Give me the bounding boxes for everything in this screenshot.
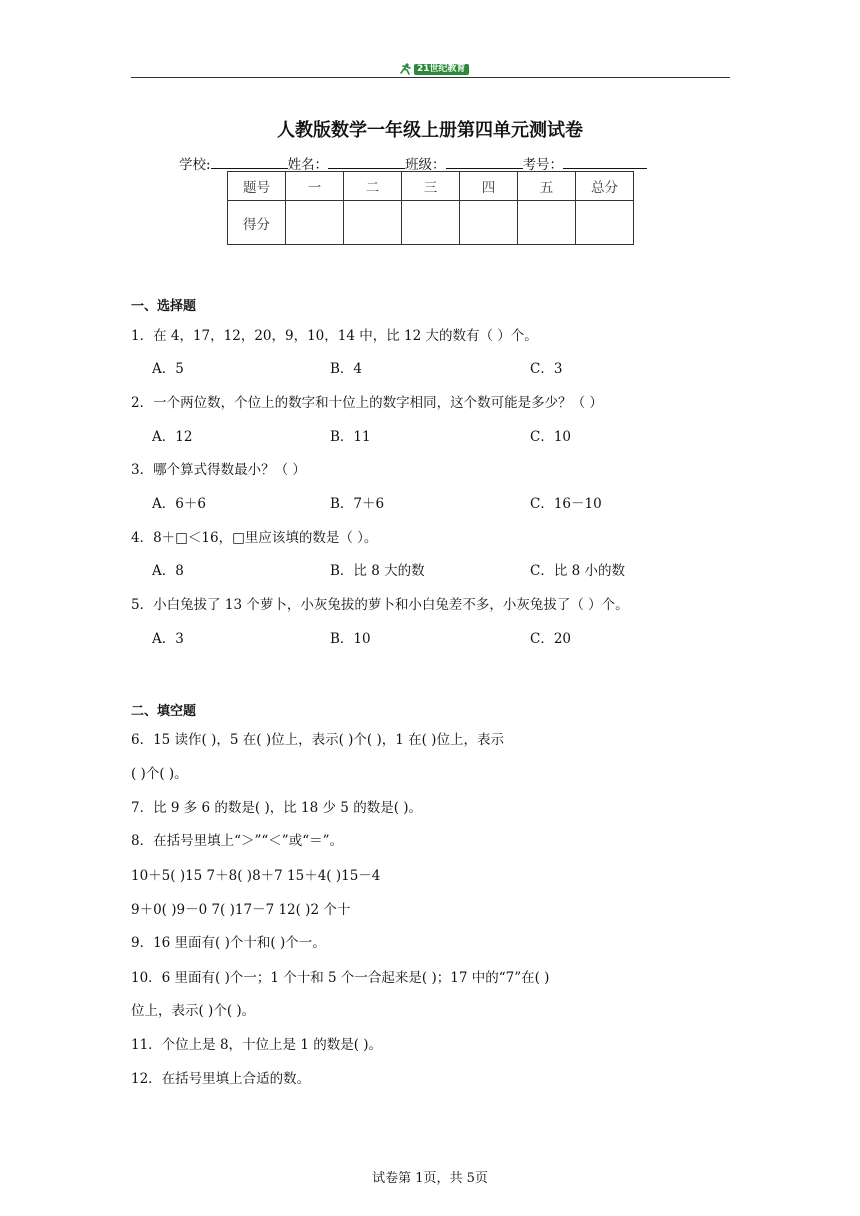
- score-input-cell[interactable]: [518, 201, 576, 245]
- student-info-line: [179, 153, 647, 173]
- q3-option-b[interactable]: B．7＋6: [330, 496, 385, 512]
- question-8-row2: 9＋0( )9－0 7( )17－7 12( )2 个十: [131, 902, 351, 918]
- q5-option-a[interactable]: A．3: [152, 631, 184, 647]
- question-4: 4．8＋□＜16，□里应该填的数是（ ）。: [131, 530, 378, 546]
- score-input-cell[interactable]: [286, 201, 344, 245]
- score-cell: 二: [344, 172, 402, 201]
- section2-heading: 二、填空题: [131, 704, 197, 719]
- question-8-row1: 10＋5( )15 7＋8( )8＋7 15＋4( )15－4: [131, 868, 381, 884]
- score-table-header-row: [228, 172, 634, 201]
- score-cell: 总分: [576, 172, 634, 201]
- question-12: 12．在括号里填上合适的数。: [131, 1071, 311, 1087]
- logo-text: 21世纪教育: [414, 64, 469, 75]
- q4-option-a[interactable]: A．8: [152, 563, 184, 579]
- name-blank[interactable]: [328, 154, 405, 169]
- question-6-line2: ( )个( )。: [131, 766, 188, 782]
- exam-no-blank[interactable]: [563, 154, 647, 169]
- q1-option-b[interactable]: B．4: [330, 361, 363, 377]
- question-3: 3．哪个算式得数最小？（ ）: [131, 462, 306, 478]
- score-cell: 三: [402, 172, 460, 201]
- score-cell: 四: [460, 172, 518, 201]
- score-table-score-row: [228, 201, 634, 245]
- question-5: 5．小白兔拔了 13 个萝卜，小灰兔拔的萝卜和小白兔差不多，小灰兔拔了（ ）个。: [131, 597, 629, 613]
- question-9: 9．16 里面有( )个十和( )个一。: [131, 935, 326, 951]
- header-logo: [398, 62, 476, 76]
- name-label: 姓名：: [287, 157, 329, 173]
- q4-option-c[interactable]: C．比 8 小的数: [530, 563, 626, 579]
- page-title: 人教版数学一年级上册第四单元测试卷: [277, 120, 583, 141]
- question-1: 1．在 4，17，12，20，9，10，14 中，比 12 大的数有（ ）个。: [131, 328, 538, 344]
- exam-no-label: 考号：: [522, 157, 564, 173]
- score-cell: 一: [286, 172, 344, 201]
- section1-heading: 一、选择题: [131, 299, 197, 314]
- page-footer: 试卷第 1页，共 5页: [372, 1171, 488, 1186]
- score-cell: 题号: [228, 172, 286, 201]
- q2-option-c[interactable]: C．10: [530, 429, 572, 445]
- question-11: 11．个位上是 8，十位上是 1 的数是( )。: [131, 1037, 383, 1053]
- score-cell: 五: [518, 172, 576, 201]
- q4-option-b[interactable]: B．比 8 大的数: [330, 563, 425, 579]
- runner-logo-icon: [398, 63, 412, 75]
- question-6-line1: 6．15 读作( )，5 在( )位上，表示( )个( )，1 在( )位上，表示: [131, 732, 504, 748]
- q1-option-a[interactable]: A．5: [152, 361, 184, 377]
- question-7: 7．比 9 多 6 的数是( )，比 18 少 5 的数是( )。: [131, 800, 423, 816]
- q3-option-c[interactable]: C．16－10: [530, 496, 602, 512]
- school-label: 学校:: [179, 157, 211, 173]
- question-2: 2．一个两位数，个位上的数字和十位上的数字相同，这个数可能是多少？（ ）: [131, 395, 603, 411]
- score-input-cell[interactable]: [344, 201, 402, 245]
- question-8: 8．在括号里填上“＞”“＜”或“＝”。: [131, 833, 343, 849]
- score-row-label: 得分: [228, 201, 286, 245]
- score-table: [227, 171, 634, 245]
- q3-option-a[interactable]: A．6＋6: [152, 496, 206, 512]
- score-input-cell[interactable]: [576, 201, 634, 245]
- q2-option-b[interactable]: B．11: [330, 429, 371, 445]
- question-10-line2: 位上，表示( )个( )。: [131, 1003, 256, 1019]
- q2-option-a[interactable]: A．12: [152, 429, 193, 445]
- score-input-cell[interactable]: [460, 201, 518, 245]
- school-blank[interactable]: [211, 154, 288, 169]
- q5-option-c[interactable]: C．20: [530, 631, 572, 647]
- q1-option-c[interactable]: C．3: [530, 361, 563, 377]
- class-blank[interactable]: [446, 154, 523, 169]
- class-label: 班级：: [405, 157, 446, 173]
- question-10-line1: 10．6 里面有( )个一；1 个十和 5 个一合起来是( )；17 中的“7”在( ): [131, 970, 550, 986]
- q5-option-b[interactable]: B．10: [330, 631, 371, 647]
- score-input-cell[interactable]: [402, 201, 460, 245]
- header-rule: [131, 77, 730, 78]
